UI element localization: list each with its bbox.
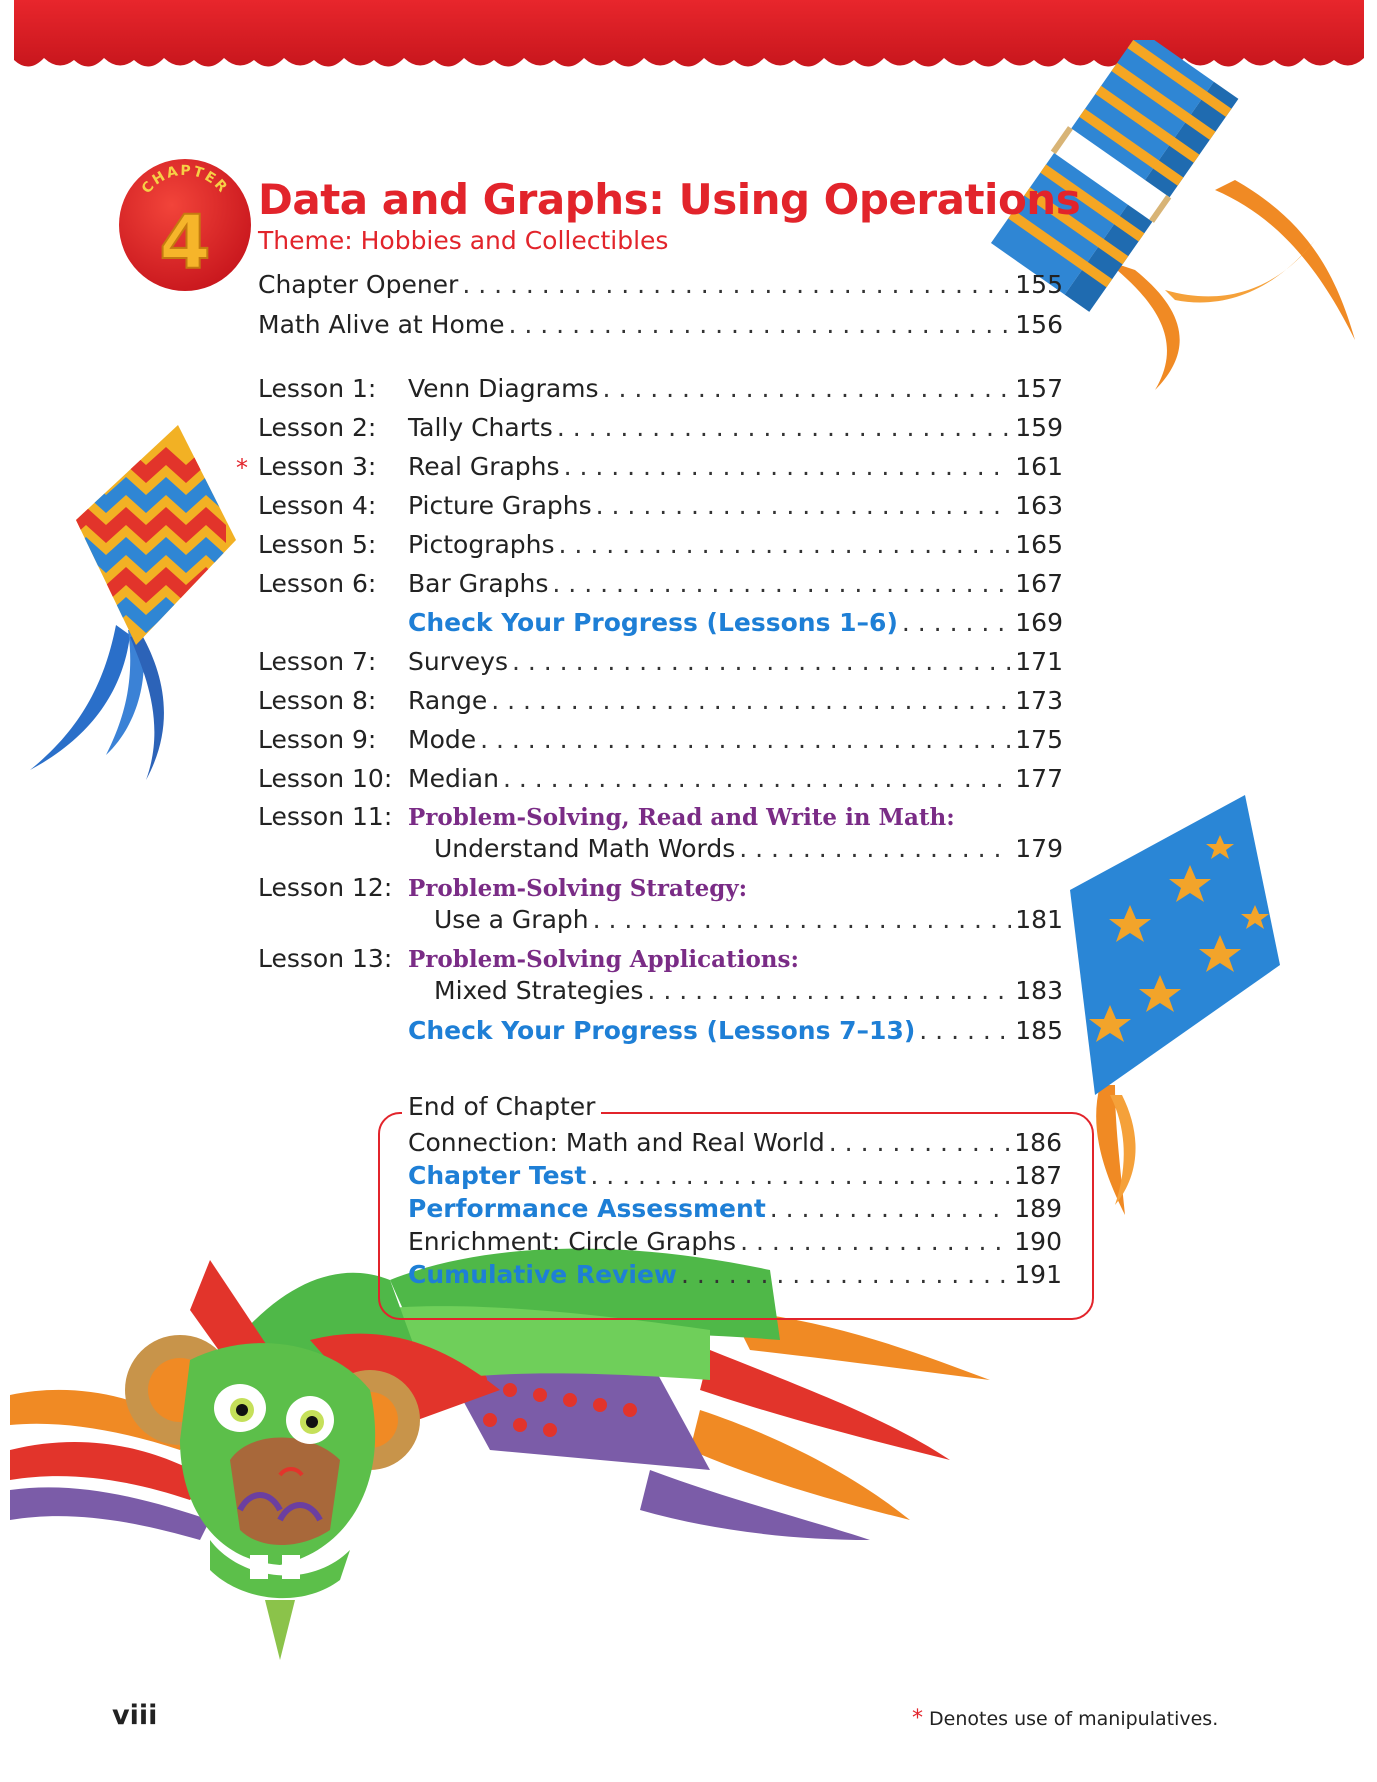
lesson-title: Mixed Strategies — [434, 976, 644, 1005]
lesson-title: Real Graphs — [408, 452, 560, 481]
dot-leader — [740, 1227, 1010, 1256]
chapter-theme: Theme: Hobbies and Collectibles — [258, 226, 669, 255]
toc-entry-lesson-9[interactable] — [258, 725, 1063, 759]
toc-entry-lesson-8[interactable] — [258, 686, 1063, 720]
toc-entry-check-progress-2[interactable] — [258, 1016, 1063, 1050]
end-entry-title: Connection: Math and Real World — [408, 1128, 825, 1157]
toc-page-number: 190 — [1014, 1227, 1062, 1256]
lesson-number: Lesson 13: — [258, 944, 393, 973]
toc-page-number: 161 — [1015, 452, 1063, 481]
dot-leader — [509, 310, 1012, 339]
end-entry-title: Enrichment: Circle Graphs — [408, 1227, 737, 1256]
check-progress-title: Check Your Progress (Lessons 1–6) — [408, 608, 898, 637]
toc-page-number: 157 — [1015, 374, 1063, 403]
lesson-number: Lesson 12: — [258, 873, 393, 902]
toc-page-number: 185 — [1015, 1016, 1063, 1045]
toc-page-number: 187 — [1014, 1161, 1062, 1190]
lesson-number: Lesson 1: — [258, 374, 377, 403]
end-entry-title: Chapter Test — [408, 1161, 587, 1190]
star-kite-illustration — [1070, 795, 1285, 1225]
dot-leader — [557, 413, 1011, 442]
lesson-title: Mode — [408, 725, 477, 754]
lesson-title: Bar Graphs — [408, 569, 549, 598]
lesson-title: Understand Math Words — [434, 834, 736, 863]
toc-page-number: 171 — [1015, 647, 1063, 676]
toc-entry-lesson-12-heading — [258, 873, 1063, 907]
toc-page-number: 179 — [1015, 834, 1063, 863]
lesson-title: Median — [408, 764, 499, 793]
toc-entry-lesson-13-heading — [258, 944, 1063, 978]
toc-entry-lesson-11[interactable] — [258, 834, 1063, 868]
dot-leader — [603, 374, 1012, 403]
lesson-number: Lesson 11: — [258, 802, 393, 831]
dot-leader — [512, 647, 1011, 676]
toc-page-number: 191 — [1014, 1260, 1062, 1289]
toc-page-number: 173 — [1015, 686, 1063, 715]
toc-page-number: 156 — [1015, 310, 1063, 339]
end-entry-chapter-test[interactable] — [408, 1161, 1062, 1195]
toc-entry-title: Chapter Opener — [258, 270, 459, 299]
toc-page-number: 175 — [1015, 725, 1063, 754]
toc-entry-check-progress-1[interactable] — [258, 608, 1063, 642]
dot-leader — [462, 270, 1011, 299]
dot-leader — [770, 1194, 1011, 1223]
dot-leader — [480, 725, 1011, 754]
lesson-number: Lesson 4: — [258, 491, 377, 520]
lesson-title: Surveys — [408, 647, 508, 676]
dot-leader — [559, 530, 1012, 559]
toc-page-number: 165 — [1015, 530, 1063, 559]
check-progress-title: Check Your Progress (Lessons 7–13) — [408, 1016, 916, 1045]
manipulatives-star-icon: * — [912, 1706, 923, 1731]
toc-page-number: 169 — [1015, 608, 1063, 637]
lesson-number: Lesson 8: — [258, 686, 377, 715]
end-entry-enrichment[interactable] — [408, 1227, 1062, 1261]
lesson-number: Lesson 7: — [258, 647, 377, 676]
lesson-title: Picture Graphs — [408, 491, 592, 520]
lesson-title: Range — [408, 686, 488, 715]
chapter-title: Data and Graphs: Using Operations — [258, 175, 1081, 224]
end-entry-connection[interactable] — [408, 1128, 1062, 1162]
lesson-title: Tally Charts — [408, 413, 553, 442]
end-of-chapter-heading: End of Chapter — [402, 1092, 601, 1121]
problem-solving-heading: Problem-Solving Applications: — [408, 946, 799, 973]
toc-entry-lesson-6[interactable] — [258, 569, 1063, 603]
toc-entry-lesson-12[interactable] — [258, 905, 1063, 939]
page-number: viii — [112, 1700, 158, 1731]
toc-page-number: 163 — [1015, 491, 1063, 520]
toc-entry-math-alive[interactable] — [258, 310, 1063, 344]
end-entry-title: Cumulative Review — [408, 1260, 678, 1289]
toc-entry-lesson-10[interactable] — [258, 764, 1063, 798]
toc-page-number: 181 — [1015, 905, 1063, 934]
lesson-number: Lesson 3: — [258, 452, 377, 481]
toc-page-number: 186 — [1014, 1128, 1062, 1157]
toc-entry-lesson-2[interactable] — [258, 413, 1063, 447]
toc-entry-lesson-3[interactable] — [236, 452, 1063, 486]
lesson-title: Venn Diagrams — [408, 374, 599, 403]
dot-leader — [596, 491, 1012, 520]
toc-entry-lesson-11-heading — [258, 802, 1063, 836]
toc-entry-lesson-5[interactable] — [258, 530, 1063, 564]
dot-leader — [593, 905, 1012, 934]
dot-leader — [902, 608, 1011, 637]
toc-page-number: 167 — [1015, 569, 1063, 598]
toc-entry-chapter-opener[interactable] — [258, 270, 1063, 304]
dot-leader — [681, 1260, 1010, 1289]
toc-page-number: 183 — [1015, 976, 1063, 1005]
dot-leader — [491, 686, 1011, 715]
box-kite-illustration — [985, 40, 1365, 410]
lesson-title: Use a Graph — [434, 905, 589, 934]
end-entry-cumulative-review[interactable] — [408, 1260, 1062, 1294]
dot-leader — [647, 976, 1011, 1005]
dot-leader — [564, 452, 1012, 481]
lesson-number: Lesson 5: — [258, 530, 377, 559]
chapter-badge-label: CHAPTER — [138, 162, 232, 197]
footnote-text: Denotes use of manipulatives. — [929, 1708, 1219, 1730]
dot-leader — [739, 834, 1011, 863]
dot-leader — [590, 1161, 1010, 1190]
dot-leader — [919, 1016, 1011, 1045]
chapter-number: 4 — [159, 200, 211, 286]
toc-entry-lesson-13[interactable] — [258, 976, 1063, 1010]
toc-page-number: 189 — [1014, 1194, 1062, 1223]
dot-leader — [503, 764, 1011, 793]
zigzag-kite-illustration — [26, 425, 246, 785]
lesson-title: Pictographs — [408, 530, 555, 559]
lesson-number: Lesson 10: — [258, 764, 393, 793]
end-entry-performance-assessment[interactable] — [408, 1194, 1062, 1228]
toc-entry-lesson-4[interactable] — [258, 491, 1063, 525]
problem-solving-heading: Problem-Solving, Read and Write in Math: — [408, 804, 955, 831]
dot-leader — [552, 569, 1011, 598]
chapter-number-badge — [116, 156, 254, 294]
toc-entry-lesson-7[interactable] — [258, 647, 1063, 681]
end-entry-title: Performance Assessment — [408, 1194, 766, 1223]
toc-entry-lesson-1[interactable] — [258, 374, 1063, 408]
lesson-number: Lesson 6: — [258, 569, 377, 598]
toc-page-number: 155 — [1015, 270, 1063, 299]
lesson-number: Lesson 9: — [258, 725, 377, 754]
dot-leader — [829, 1128, 1011, 1157]
toc-entry-title: Math Alive at Home — [258, 310, 505, 339]
lesson-number: Lesson 2: — [258, 413, 377, 442]
toc-page-number: 159 — [1015, 413, 1063, 442]
problem-solving-heading: Problem-Solving Strategy: — [408, 875, 748, 902]
toc-page-number: 177 — [1015, 764, 1063, 793]
manipulatives-star-icon: * — [236, 454, 248, 482]
footnote — [912, 1706, 1218, 1731]
